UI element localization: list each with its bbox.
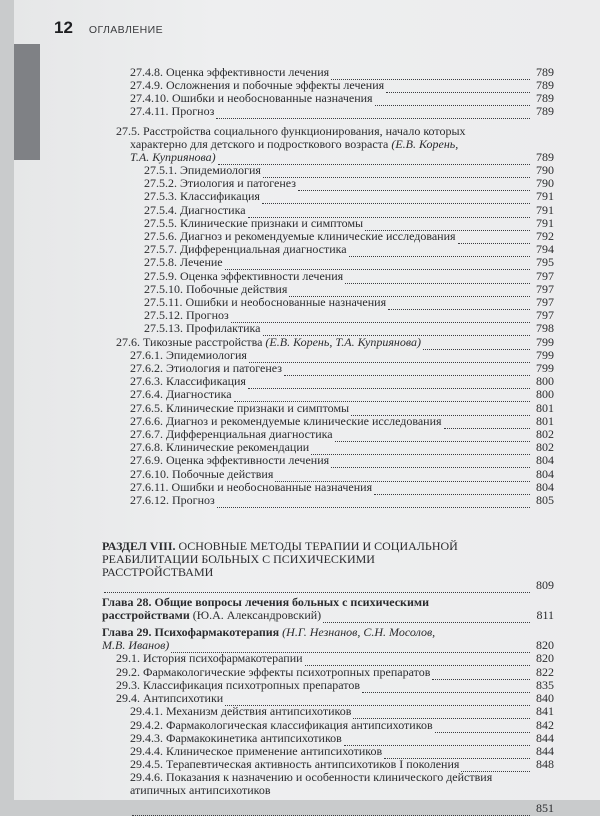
toc-entry-page-number: 844 bbox=[536, 744, 554, 758]
toc-entry-page-number: 801 bbox=[536, 414, 554, 428]
toc-entry-page-number: 795 bbox=[536, 255, 554, 269]
toc-entry-page-number: 797 bbox=[536, 282, 554, 296]
toc-leader-dots bbox=[386, 79, 530, 93]
toc-entry-bold-text: Глава 29. Психофармакотерапия bbox=[102, 625, 280, 639]
book-page bbox=[14, 0, 600, 815]
toc-leader-dots bbox=[263, 322, 530, 336]
toc-leader-dots bbox=[353, 705, 530, 719]
toc-leader-dots bbox=[104, 579, 530, 593]
toc-entry-text: 27.4.8. Оценка эффективности лечения bbox=[130, 65, 330, 79]
toc-entry-text: 27.5.11. Ошибки и необоснованные назначения bbox=[144, 295, 387, 309]
toc-entry-authors: (Е.В. Корень, bbox=[391, 137, 459, 151]
toc-entry-text: 27.5.5. Клинические признаки и симптомы bbox=[144, 216, 364, 230]
toc-entry-page-number: 800 bbox=[536, 374, 554, 388]
toc-entry-text: 27.6.10. Побочные действия bbox=[130, 467, 274, 481]
toc-leader-dots bbox=[225, 256, 530, 270]
toc-entry-title bbox=[130, 705, 351, 718]
toc-entry-page-number: 848 bbox=[536, 757, 554, 771]
toc-entry-page-number: 820 bbox=[536, 651, 554, 665]
toc-entry-text: 29.4.4. Клиническое применение антипсихотиков bbox=[130, 744, 383, 758]
toc-leader-dots bbox=[435, 719, 530, 733]
toc-entry-page-number: 804 bbox=[536, 467, 554, 481]
toc-entry-title bbox=[116, 652, 303, 665]
toc-entry-page-number: 841 bbox=[536, 704, 554, 718]
toc-entry-page-number: 842 bbox=[536, 718, 554, 732]
toc-entry-title bbox=[130, 454, 329, 467]
toc-leader-dots bbox=[362, 679, 530, 693]
toc-entry-title bbox=[130, 784, 271, 797]
toc-entry-text: 29.1. История психофармакотерапии bbox=[116, 651, 303, 665]
toc-entry-text: 27.6.9. Оценка эффективности лечения bbox=[130, 453, 330, 467]
toc-entry-text: 29.4.1. Механизм действия антипсихотиков bbox=[130, 704, 352, 718]
toc-leader-dots bbox=[217, 494, 530, 508]
toc-entry-authors: (Н.Г. Незнанов, С.Н. Мосолов, bbox=[282, 625, 436, 639]
toc-entry-text: 27.6. Тикозные расстройства bbox=[116, 335, 263, 349]
toc-entry-bold-text: расстройствами bbox=[102, 608, 190, 622]
toc-entry-text: 29.4.2. Фармакологическая классификация антипсихотиков bbox=[130, 718, 433, 732]
toc-entry-page-number: 789 bbox=[536, 91, 554, 105]
toc-entry-page-number: 792 bbox=[536, 229, 554, 243]
page-number: 12 bbox=[54, 18, 73, 37]
toc-entry-text: атипичных антипсихотиков bbox=[130, 783, 271, 797]
toc-entry-authors: Т.А. Куприянова) bbox=[130, 150, 216, 164]
toc-leader-dots bbox=[262, 190, 530, 204]
toc-leader-dots bbox=[263, 164, 530, 178]
toc-entry-text: РЕАБИЛИТАЦИИ БОЛЬНЫХ С ПСИХИЧЕСКИМИ bbox=[102, 552, 375, 566]
toc-entry-page-number: 822 bbox=[536, 665, 554, 679]
toc-entry-text: РАССТРОЙСТВАМИ bbox=[102, 565, 214, 579]
toc-entry-text: 27.5. Расстройства социального функционирования, начало которых bbox=[116, 124, 466, 138]
toc-entry-text: 27.6.11. Ошибки и необоснованные назначения bbox=[130, 480, 373, 494]
toc-entry-text: 27.4.9. Осложнения и побочные эффекты лечения bbox=[130, 78, 385, 92]
toc-entry-text: 27.5.3. Классификация bbox=[144, 189, 260, 203]
toc-entry-title bbox=[102, 566, 213, 579]
toc-entry-text: 29.4. Антипсихотики bbox=[116, 691, 224, 705]
toc-entry-title bbox=[130, 388, 232, 401]
toc-leader-dots bbox=[458, 230, 530, 244]
toc-entry-text: характерно для детского и подросткового возраста bbox=[130, 137, 389, 151]
toc-entry-text: 27.6.12. Прогноз bbox=[130, 493, 215, 507]
toc-entry-page-number: 799 bbox=[536, 361, 554, 375]
toc-entry-text: 27.5.7. Дифференциальная диагностика bbox=[144, 242, 347, 256]
toc-entry-text: 29.4.6. Показания к назначению и особенности клинического действия bbox=[130, 770, 493, 784]
toc-leader-dots bbox=[132, 802, 530, 816]
toc-entry-text: 29.3. Классификация психотропных препаратов bbox=[116, 678, 361, 692]
toc-entry-page-number: 840 bbox=[536, 691, 554, 705]
toc-entry-title bbox=[144, 256, 223, 269]
toc-entry-authors: М.В. Иванов) bbox=[102, 638, 170, 652]
toc-entry-title bbox=[144, 322, 261, 335]
page-header bbox=[54, 18, 163, 40]
toc-entry-text: 27.5.13. Профилактика bbox=[144, 321, 261, 335]
toc-entry-page-number: 789 bbox=[536, 150, 554, 164]
toc-entry-page-number: 799 bbox=[536, 348, 554, 362]
toc-entry-text: 27.5.1. Эпидемиология bbox=[144, 163, 261, 177]
toc-entry-page-number: 791 bbox=[536, 216, 554, 230]
toc-entry-text: 27.5.8. Лечение bbox=[144, 255, 223, 269]
toc-leader-dots bbox=[374, 481, 530, 495]
toc-entry-text: 27.6.8. Клинические рекомендации bbox=[130, 440, 310, 454]
toc-entry-text: 27.6.6. Диагноз и рекомендуемые клинические исследования bbox=[130, 414, 442, 428]
toc-entry-title bbox=[130, 105, 214, 118]
toc-leader-dots bbox=[284, 362, 530, 376]
toc-entry-page-number: 794 bbox=[536, 242, 554, 256]
toc-entry-page-number: 797 bbox=[536, 269, 554, 283]
toc-entry-text: 29.4.5. Терапевтическая активность антипсихотиков I поколения bbox=[130, 757, 460, 771]
toc-entry-page-number: 801 bbox=[536, 401, 554, 415]
toc-entry-text: 27.5.12. Прогноз bbox=[144, 308, 229, 322]
toc-entry-page-number: 805 bbox=[536, 493, 554, 507]
toc-entry-page-number: 798 bbox=[536, 321, 554, 335]
toc-entry-page-number: 790 bbox=[536, 176, 554, 190]
toc-entry-page-number: 844 bbox=[536, 731, 554, 745]
toc-leader-dots bbox=[349, 243, 530, 257]
toc-leader-dots bbox=[444, 415, 530, 429]
toc-entry-text: 27.6.5. Клинические признаки и симптомы bbox=[130, 401, 350, 415]
toc-entry-page-number: 820 bbox=[536, 638, 554, 652]
toc-entry-text: 29.4.3. Фармакокинетика антипсихотиков bbox=[130, 731, 342, 745]
toc-leader-dots bbox=[248, 375, 530, 389]
toc-leader-dots bbox=[311, 441, 530, 455]
toc-entry-title bbox=[130, 494, 215, 507]
toc-entry-page-number: 797 bbox=[536, 308, 554, 322]
toc-leader-dots bbox=[323, 609, 530, 623]
toc-leader-dots bbox=[231, 309, 530, 323]
toc-entry-page-number: 802 bbox=[536, 427, 554, 441]
toc-entry-text: 27.6.1. Эпидемиология bbox=[130, 348, 247, 362]
running-title: ОГЛАВЛЕНИЕ bbox=[88, 24, 163, 36]
toc-leader-dots bbox=[298, 177, 530, 191]
toc-entry-page-number: 809 bbox=[536, 578, 554, 592]
toc-entry-page-number: 799 bbox=[536, 335, 554, 349]
toc-entry-text: 27.6.4. Диагностика bbox=[130, 387, 232, 401]
toc-leader-dots bbox=[388, 296, 530, 310]
toc-entry-page-number: 811 bbox=[536, 608, 554, 622]
toc-entry-text: 27.4.11. Прогноз bbox=[130, 104, 215, 118]
toc-entry-text: 29.2. Фармакологические эффекты психотропных препаратов bbox=[116, 665, 431, 679]
toc-entry-page-number: 804 bbox=[536, 480, 554, 494]
toc-leader-dots bbox=[375, 92, 530, 106]
toc-entry-page-number: 804 bbox=[536, 453, 554, 467]
toc-entry-text: 27.6.2. Этиология и патогенез bbox=[130, 361, 282, 375]
toc-entry-bold-text: Глава 28. Общие вопросы лечения больных с психическими bbox=[102, 595, 429, 609]
toc-entry-title bbox=[102, 609, 321, 622]
toc-leader-dots bbox=[234, 388, 530, 402]
toc-entry-text: 27.5.2. Этиология и патогенез bbox=[144, 176, 296, 190]
toc-entry-text: 27.5.9. Оценка эффективности лечения bbox=[144, 269, 344, 283]
toc-leader-dots bbox=[335, 428, 530, 442]
toc-entry-text: ОСНОВНЫЕ МЕТОДЫ ТЕРАПИИ И СОЦИАЛЬНОЙ bbox=[178, 539, 458, 553]
toc-leader-dots bbox=[216, 105, 530, 119]
toc-entry-text: 27.5.10. Побочные действия bbox=[144, 282, 288, 296]
toc-leader-dots bbox=[345, 270, 530, 284]
toc-leader-dots bbox=[249, 349, 530, 363]
toc-entry-title bbox=[144, 190, 260, 203]
toc-entry-page-number: 789 bbox=[536, 104, 554, 118]
toc-entry-text: (Ю.А. Александровский) bbox=[192, 608, 322, 622]
toc-entry-bold-text: РАЗДЕЛ VIII. bbox=[102, 539, 176, 553]
toc-entry-page-number: 802 bbox=[536, 440, 554, 454]
toc-entry-text: 27.5.4. Диагностика bbox=[144, 203, 246, 217]
toc-leader-dots bbox=[423, 336, 530, 350]
toc-entry-page-number: 851 bbox=[536, 801, 554, 815]
toc-entry-page-number: 790 bbox=[536, 163, 554, 177]
toc-entry-page-number: 789 bbox=[536, 65, 554, 79]
toc-entry-page-number: 791 bbox=[536, 203, 554, 217]
toc-entry-page-number: 800 bbox=[536, 387, 554, 401]
toc-entry-page-number: 835 bbox=[536, 678, 554, 692]
toc-leader-dots bbox=[331, 454, 530, 468]
toc-entry-page-number: 791 bbox=[536, 189, 554, 203]
toc-entry-page-number: 789 bbox=[536, 78, 554, 92]
toc-leader-dots bbox=[432, 666, 530, 680]
toc-entry-text: 27.5.6. Диагноз и рекомендуемые клинические исследования bbox=[144, 229, 456, 243]
table-of-contents bbox=[14, 44, 600, 815]
toc-entry-text: 27.6.3. Классификация bbox=[130, 374, 246, 388]
toc-leader-dots bbox=[305, 652, 530, 666]
toc-leader-dots bbox=[218, 151, 530, 165]
toc-entry-page-number: 797 bbox=[536, 295, 554, 309]
toc-entry-text: 27.4.10. Ошибки и необоснованные назначения bbox=[130, 91, 373, 105]
toc-entry-authors: (Е.В. Корень, Т.А. Куприянова) bbox=[265, 335, 422, 349]
toc-entry-text: 27.6.7. Дифференциальная диагностика bbox=[130, 427, 333, 441]
